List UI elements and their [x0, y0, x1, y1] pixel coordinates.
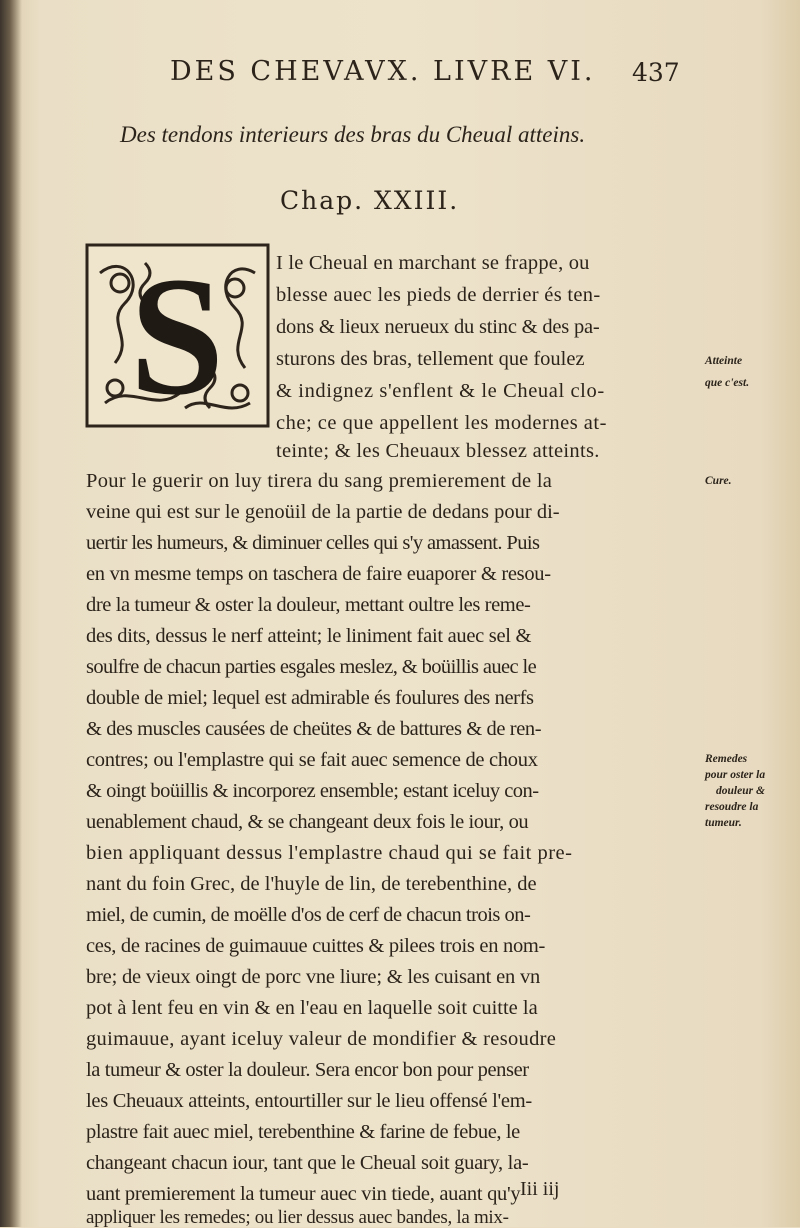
- text-line: des dits, dessus le nerf atteint; le liniment fait auec sel &: [86, 625, 532, 647]
- text-line: nant du foin Grec, de l'huyle de lin, de terebenthine, de: [86, 873, 537, 895]
- text-line: les Cheuaux atteints, entourtiller sur le lieu offensé l'em-: [86, 1090, 532, 1112]
- text-line: changeant chacun iour, tant que le Cheual soit guary, la-: [86, 1152, 529, 1174]
- text-line: & indignez s'enflent & le Cheual clo-: [276, 380, 605, 402]
- svg-text:S: S: [129, 243, 225, 428]
- text-line: ces, de racines de guimauue cuittes & pilees trois en nom-: [86, 935, 546, 957]
- margin-note: Cure.: [705, 475, 732, 487]
- margin-note: resoudre la: [705, 801, 759, 813]
- margin-note: douleur &: [716, 785, 765, 797]
- text-line: guimauue, ayant iceluy valeur de mondifier & resoudre: [86, 1028, 557, 1050]
- text-line: uertir les humeurs, & diminuer celles qui s'y amassent. Puis: [86, 532, 540, 554]
- text-line: blesse auec les pieds de derrier és ten-: [276, 284, 601, 306]
- section-subtitle: Des tendons interieurs des bras du Cheual atteins.: [120, 122, 586, 147]
- text-line: la tumeur & oster la douleur. Sera encor bon pour penser: [86, 1059, 529, 1081]
- text-line: sturons des bras, tellement que foulez: [276, 348, 585, 370]
- margin-note: pour oster la: [705, 769, 766, 781]
- text-line: double de miel; lequel est admirable és foulures des nerfs: [86, 687, 534, 709]
- running-title: DES CHEVAVX. LIVRE VI.: [170, 56, 596, 87]
- text-line: & oingt boüillis & incorporez ensemble; estant iceluy con-: [86, 780, 539, 802]
- text-line: uant premierement la tumeur auec vin tiede, auant qu'y: [86, 1183, 521, 1205]
- margin-note: tumeur.: [705, 817, 742, 829]
- text-line: che; ce que appellent les modernes at-: [276, 412, 607, 434]
- text-line: & des muscles causées de cheütes & de battures & de ren-: [86, 718, 542, 740]
- text-line: contres; ou l'emplastre qui se fait auec semence de choux: [86, 749, 538, 771]
- page-number: 437: [632, 58, 680, 87]
- margin-note: Atteinte: [705, 355, 743, 367]
- text-line: soulfre de chacun parties esgales meslez, & boüillis auec le: [86, 656, 537, 678]
- signature-mark: Iii iij: [520, 1178, 560, 1200]
- text-line: teinte; & les Cheuaux blessez atteints.: [276, 440, 600, 462]
- text-line: pot à lent feu en vin & en l'eau en laquelle soit cuitte la: [86, 997, 538, 1019]
- text-line: appliquer les remedes; ou lier dessus auec bandes, la mix-: [86, 1207, 509, 1228]
- margin-note: que c'est.: [705, 377, 750, 389]
- text-line: bre; de vieux oingt de porc vne liure; & les cuisant en vn: [86, 966, 541, 988]
- margin-note: Remedes: [705, 753, 748, 765]
- chapter-heading: Chap. XXIII.: [280, 186, 460, 215]
- text-line: Pour le guerir on luy tirera du sang premierement de la: [86, 470, 553, 492]
- text-line: uenablement chaud, & se changeant deux fois le iour, ou: [86, 811, 529, 833]
- text-line: plastre fait auec miel, terebenthine & farine de febue, le: [86, 1121, 520, 1143]
- text-line: en vn mesme temps on taschera de faire euaporer & resou-: [86, 563, 551, 585]
- text-line: veine qui est sur le genoüil de la partie de dedans pour di-: [86, 501, 560, 523]
- text-line: I le Cheual en marchant se frappe, ou: [276, 252, 590, 274]
- text-line: miel, de cumin, de moëlle d'os de cerf de chacun trois on-: [86, 904, 531, 926]
- text-line: bien appliquant dessus l'emplastre chaud qui se fait pre-: [86, 842, 573, 864]
- text-line: dons & lieux nerueux du stinc & des pa-: [276, 316, 600, 338]
- text-line: dre la tumeur & oster la douleur, mettant oultre les reme-: [86, 594, 531, 616]
